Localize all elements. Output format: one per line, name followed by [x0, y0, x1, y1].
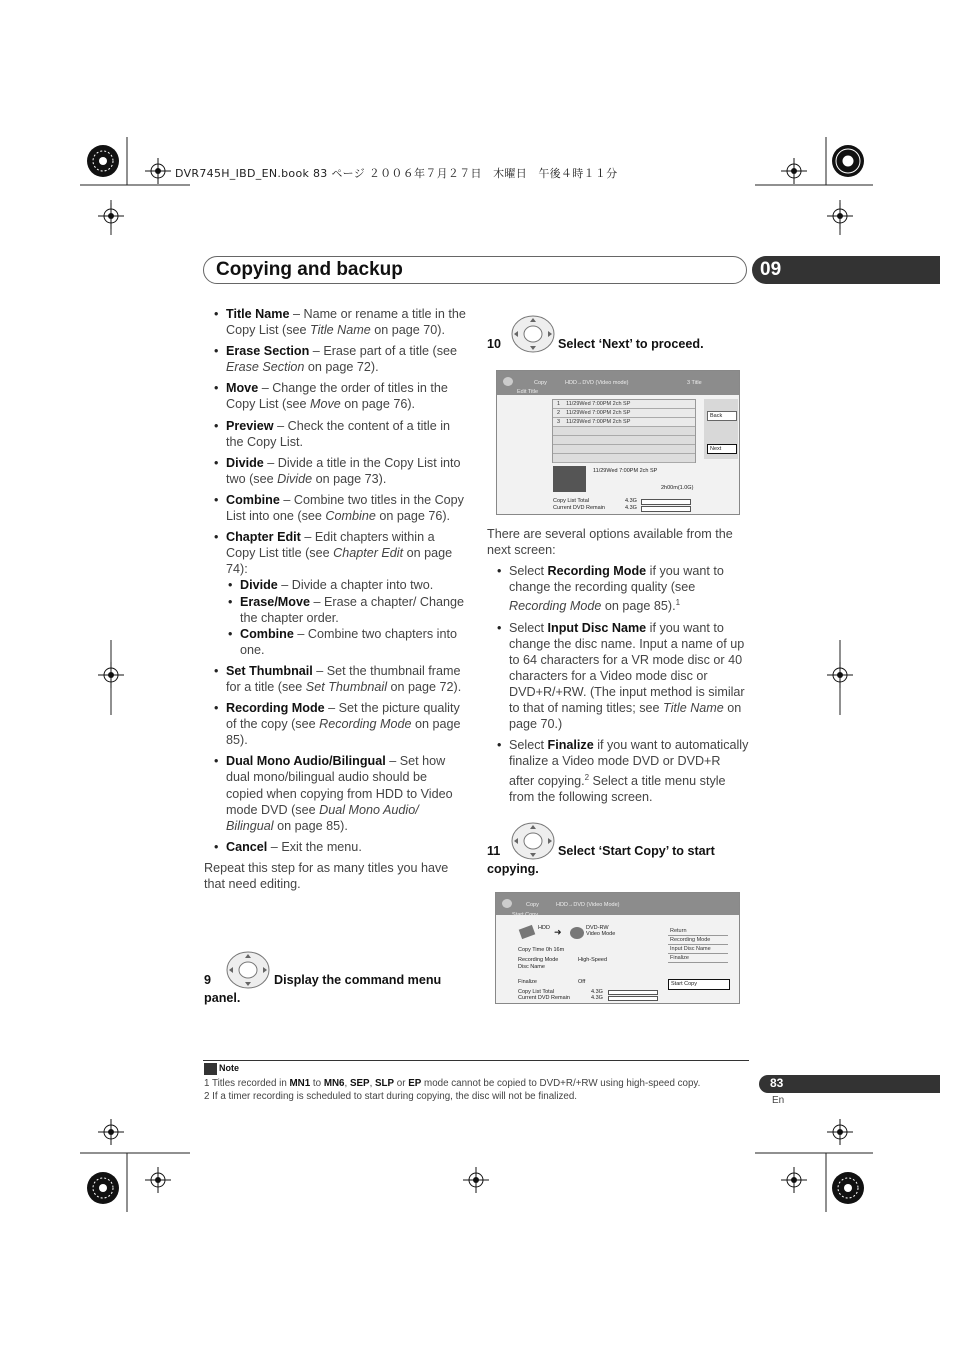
text: – Combine two chapters into one.	[240, 626, 457, 657]
title-list	[552, 399, 696, 463]
text: or	[394, 1078, 409, 1089]
remain-bar	[641, 506, 691, 512]
term: Combine	[240, 626, 294, 641]
row-number: 1	[557, 401, 561, 407]
section-title: Copying and backup	[216, 259, 403, 280]
menu-item[interactable]: Recording Mode	[668, 936, 728, 945]
crosshair-icon	[145, 158, 171, 184]
reference: Dual Mono Audio/ Bilingual	[226, 802, 419, 833]
mode: MN6	[323, 1078, 345, 1089]
screen-start-copy	[495, 892, 740, 1004]
text: to	[310, 1078, 324, 1089]
bullet-item	[204, 529, 466, 577]
bullet-finalize	[487, 737, 749, 805]
title-row[interactable]	[553, 400, 695, 409]
step-9-text: Display the command menu	[274, 973, 442, 987]
text: ,	[369, 1078, 376, 1089]
bullet-input-disc-name	[487, 620, 749, 733]
text: – Check the content of a title in the Copy List.	[226, 418, 451, 449]
screen2-dst2: Video Mode	[586, 931, 616, 937]
screen2-fin-label: Finalize	[518, 979, 537, 985]
registration-sunburst-icon	[85, 1170, 121, 1206]
repeat-text: Repeat this step for as many titles you have that need editing.	[204, 860, 449, 891]
right-column	[487, 526, 749, 810]
text: on page 73).	[312, 471, 387, 486]
total-bar	[608, 990, 658, 995]
text: – Edit chapters within a Copy List title (see	[226, 530, 435, 561]
crosshair-icon	[781, 1167, 807, 1193]
text: Select a title menu style from the following screen.	[509, 773, 726, 804]
term: Preview	[226, 418, 274, 433]
reference: Title Name	[310, 323, 371, 338]
term: Finalize	[547, 738, 594, 753]
remote-dpad-icon	[510, 821, 556, 861]
term: Recording Mode	[547, 564, 647, 579]
term: Dual Mono Audio/Bilingual	[226, 754, 386, 769]
text: Select	[509, 564, 548, 579]
screen1-count: 3 Title	[687, 380, 702, 386]
text: – Exit the menu.	[267, 839, 362, 854]
disc-icon	[502, 899, 512, 908]
remote-dpad-icon	[510, 314, 556, 354]
screen-edit-title	[496, 370, 740, 515]
text: – Divide a chapter into two.	[277, 578, 434, 593]
text: on page 76).	[375, 509, 451, 524]
bullet-item	[204, 306, 466, 338]
side-menu	[668, 927, 728, 967]
footnote-2: 2 If a timer recording is scheduled to start during copying, the disc will not be finalized.	[204, 1091, 578, 1102]
text: – Set how dual mono/bilingual audio should be copied when copying from HDD to Video mode DVD (see	[226, 754, 453, 817]
bullet-item	[204, 418, 466, 450]
screen2-fin-value: Off	[578, 979, 586, 985]
note-label: Note	[219, 1063, 239, 1073]
remote-dpad-icon	[225, 950, 271, 990]
screen2-mode: HDD→DVD (Video Mode)	[556, 902, 620, 908]
page-language: En	[772, 1095, 785, 1106]
term: Cancel	[226, 839, 268, 854]
bullet-item	[204, 753, 466, 833]
chapter-number: 09	[760, 259, 782, 280]
reference: Set Thumbnail	[305, 679, 387, 694]
crosshair-icon	[98, 203, 124, 229]
next-button[interactable]: Next	[707, 444, 737, 454]
text: on page 72).	[387, 679, 462, 694]
crosshair-icon	[781, 158, 807, 184]
text: – Set the picture quality of the copy (see	[226, 701, 460, 732]
text: if you want to automatically finalize a Video mode DVD or DVD+R after copying.	[509, 738, 749, 788]
text: – Erase a chapter/ Change the chapter order.	[240, 594, 465, 625]
footnote-1	[204, 1078, 700, 1089]
text: on page 85).	[601, 599, 676, 614]
registration-sunburst-icon	[830, 143, 866, 179]
term: Move	[226, 381, 259, 396]
hdd-icon	[519, 925, 536, 939]
screen1-header: Copy	[534, 380, 547, 386]
screen2-remain-value: 4.3G	[591, 995, 603, 1001]
text: – Name or rename a title in the Copy List (see	[226, 307, 466, 338]
crosshair-icon	[98, 662, 124, 688]
text: 1 Titles recorded in	[204, 1078, 290, 1089]
start-copy-button[interactable]: Start Copy	[668, 979, 730, 990]
page-number-tab	[759, 1075, 940, 1093]
text: Select	[509, 738, 548, 753]
empty-row	[553, 445, 695, 454]
options-intro: There are several options available from the next screen:	[487, 527, 733, 558]
crosshair-icon	[827, 203, 853, 229]
registration-sunburst-icon	[85, 143, 121, 179]
sub-bullet-item	[204, 626, 466, 658]
dvd-icon	[570, 927, 584, 939]
term: Combine	[226, 492, 280, 507]
crosshair-icon	[827, 1119, 853, 1145]
print-header: DVR745H_IBD_EN.book 83 ページ ２００６年７月２７日 木曜日 午後４時１１分	[175, 167, 618, 180]
row-number: 3	[557, 419, 561, 425]
total-bar	[641, 499, 691, 505]
screen2-total-label: Copy List Total	[518, 989, 554, 995]
text: on page 74):	[226, 546, 453, 577]
thumbnail-image	[553, 466, 586, 492]
step-9-number: 9	[204, 973, 212, 987]
step-11-text-cont: copying.	[487, 862, 539, 876]
note-divider	[203, 1060, 749, 1061]
empty-row	[553, 454, 695, 463]
term: Erase Section	[226, 344, 310, 359]
term: Set Thumbnail	[226, 663, 313, 678]
term: Chapter Edit	[226, 530, 301, 545]
reference: Recording Mode	[509, 599, 602, 614]
text: – Change the order of titles in the Copy List (see	[226, 381, 448, 412]
sub-bullet-item	[204, 594, 466, 626]
bullet-item	[204, 380, 466, 412]
screen2-copy-time: Copy Time 0h 16m	[518, 947, 565, 953]
term: Title Name	[226, 307, 290, 321]
title-row[interactable]	[553, 418, 695, 427]
mode: SLP	[375, 1078, 395, 1089]
mode: MN1	[289, 1078, 311, 1089]
screen2-dst: DVD-RW	[586, 925, 609, 931]
back-button[interactable]: Back	[707, 411, 737, 421]
text: on page 72).	[304, 360, 379, 375]
reference: Title Name	[663, 701, 724, 716]
reference: Divide	[277, 471, 313, 486]
screen2-header: Copy	[526, 902, 539, 908]
text: ,	[344, 1078, 350, 1089]
text: on page 85).	[226, 717, 461, 748]
term: Divide	[240, 578, 278, 593]
screen2-total-value: 4.3G	[591, 989, 603, 995]
disc-icon	[503, 377, 513, 386]
title-row[interactable]	[553, 409, 695, 418]
text: if you want to change the recording quality (see	[509, 564, 724, 595]
term: Recording Mode	[226, 701, 325, 716]
reference: Erase Section	[226, 360, 305, 375]
crosshair-icon	[827, 662, 853, 688]
text: Select	[509, 620, 548, 635]
bullet-item	[204, 455, 466, 487]
term: Erase/Move	[240, 594, 311, 609]
footnote-ref: 2	[584, 772, 590, 782]
text: – Set the thumbnail frame for a title (see	[226, 663, 461, 694]
empty-row	[553, 427, 695, 436]
crosshair-icon	[145, 1167, 171, 1193]
reference: Move	[310, 397, 341, 412]
screen1-total-label: Copy List Total	[553, 498, 589, 504]
screen2-rec-label: Recording Mode	[518, 957, 559, 963]
step-9-text-cont: panel.	[204, 991, 241, 1005]
screen2-disc-label: Disc Name	[518, 964, 545, 970]
screen1-remain-value: 4.3G	[625, 505, 637, 511]
text: – Divide a title in the Copy List into two (see	[226, 455, 461, 486]
mode: SEP	[349, 1078, 370, 1089]
text: – Erase part of a title (see	[309, 344, 458, 359]
text: mode cannot be copied to DVD+R/+RW using high-speed copy.	[421, 1078, 701, 1089]
screen1-mode: HDD→DVD (Video mode)	[565, 380, 629, 386]
screen2-sub: Start Copy	[512, 912, 538, 918]
text: on page 76).	[340, 397, 416, 412]
row-details: 11/29Wed 7:00PM 2ch SP	[566, 419, 631, 425]
text: on page 70.)	[509, 701, 742, 732]
row-details: 11/29Wed 7:00PM 2ch SP	[566, 401, 631, 407]
screen2-rec-value: High-Speed	[578, 957, 608, 963]
bullet-item	[204, 492, 466, 524]
screen1-sub: Edit Title	[517, 389, 539, 395]
screen1-remain-label: Current DVD Remain	[553, 505, 605, 511]
step-11-number: 11	[487, 844, 501, 858]
sub-bullet-item	[204, 577, 466, 593]
empty-row	[553, 436, 695, 445]
bullet-item	[204, 839, 466, 855]
reference: Combine	[325, 509, 376, 524]
registration-sunburst-icon	[830, 1170, 866, 1206]
term: Divide	[226, 455, 264, 470]
crosshair-icon	[463, 1167, 489, 1193]
menu-item[interactable]: Finalize	[668, 954, 728, 963]
screen2-remain-label: Current DVD Remain	[518, 995, 570, 1001]
row-details: 11/29Wed 7:00PM 2ch SP	[566, 410, 631, 416]
row-number: 2	[557, 410, 561, 416]
mode: EP	[408, 1078, 422, 1089]
reference: Chapter Edit	[333, 546, 404, 561]
bullet-item	[204, 663, 466, 695]
screen2-src: HDD	[538, 925, 550, 931]
left-column	[204, 306, 466, 892]
remain-bar	[608, 996, 658, 1001]
crosshair-icon	[98, 1119, 124, 1145]
screen1-total-value: 4.3G	[625, 498, 637, 504]
screen1-info: 11/29Wed 7:00PM 2ch SP	[593, 468, 658, 474]
text: if you want to change the disc name. Input a name of up to 64 characters for a VR mode disc or 40 characters for a Video mode disc or DVD+R/+RW. (The input method is similar to that of naming titles; see	[509, 620, 745, 716]
text: on page 85).	[273, 818, 348, 833]
reference: Recording Mode	[319, 717, 412, 732]
arrow-right-icon: ➜	[554, 927, 562, 937]
text: – Combine two titles in the Copy List into one (see	[226, 492, 464, 524]
bullet-recording-mode	[487, 563, 749, 614]
page-number: 83	[770, 1076, 784, 1090]
menu-item[interactable]: Return	[668, 927, 728, 936]
screen1-duration: 2h00m(1.0G)	[661, 485, 694, 491]
text: on page 70).	[370, 323, 446, 338]
step-10-number: 10	[487, 337, 502, 351]
menu-item[interactable]: Input Disc Name	[668, 945, 728, 954]
step-11-text: Select ‘Start Copy’ to start	[558, 844, 715, 858]
footnote-ref: 1	[675, 598, 681, 608]
note-pencil-icon	[204, 1063, 217, 1075]
term: Input Disc Name	[547, 620, 647, 635]
step-10-text: Select ‘Next’ to proceed.	[558, 337, 704, 351]
bullet-item	[204, 343, 466, 375]
bullet-item	[204, 700, 466, 748]
